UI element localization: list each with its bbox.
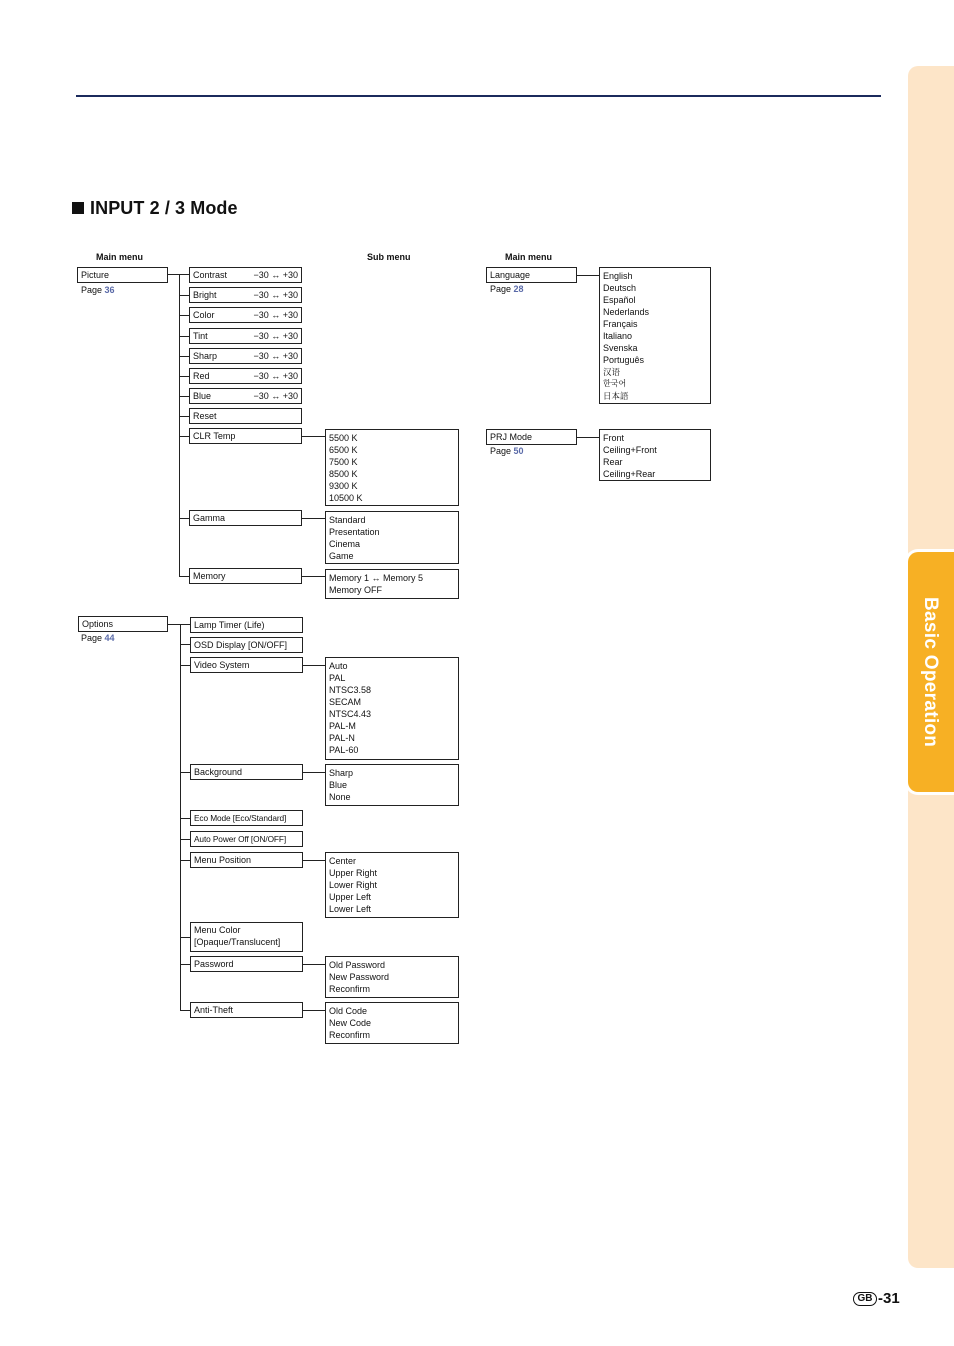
section-title: INPUT 2 / 3 Mode — [72, 198, 238, 219]
connector — [302, 518, 325, 519]
connector — [180, 937, 190, 938]
language-options: English Deutsch Español Nederlands Français Italiano Svenska Português 汉语 한국어 日本語 — [599, 267, 711, 404]
item-sharp: Sharp −30 ↔ +30 — [189, 348, 302, 364]
connector — [179, 376, 189, 377]
connector — [180, 1010, 190, 1011]
menu-prj-mode: PRJ Mode — [486, 429, 577, 445]
connector — [180, 818, 190, 819]
connector — [303, 665, 325, 666]
connector — [180, 644, 190, 645]
item-menu-position: Menu Position — [190, 852, 303, 868]
square-bullet-icon — [72, 202, 84, 214]
connector — [180, 665, 190, 666]
menu-options: Options — [78, 616, 168, 632]
connector — [168, 624, 190, 625]
language-page-ref: Page 28 — [490, 284, 524, 294]
connector — [179, 416, 189, 417]
item-red: Red −30 ↔ +30 — [189, 368, 302, 384]
item-memory: Memory — [189, 568, 302, 584]
item-auto-power-off: Auto Power Off [ON/OFF] — [190, 831, 303, 847]
clr-temp-options: 5500 K 6500 K 7500 K 8500 K 9300 K 10500 K — [325, 429, 459, 506]
connector — [180, 839, 190, 840]
menu-position-options: Center Upper Right Lower Right Upper Left Lower Left — [325, 852, 459, 918]
main-menu-header-left: Main menu — [96, 252, 144, 262]
connector — [303, 964, 325, 965]
connector — [180, 772, 190, 773]
item-bright: Bright −30 ↔ +30 — [189, 287, 302, 303]
connector — [179, 315, 189, 316]
sub-menu-header: Sub menu — [367, 252, 411, 262]
password-options: Old Password New Password Reconfirm — [325, 956, 459, 998]
item-password: Password — [190, 956, 303, 972]
section-tab-label: Basic Operation — [920, 596, 941, 748]
connector — [303, 860, 325, 861]
item-contrast: Contrast −30 ↔ +30 — [189, 267, 302, 283]
connector — [180, 964, 190, 965]
item-background: Background — [190, 764, 303, 780]
item-menu-color: Menu Color [Opaque/Translucent] — [190, 922, 303, 952]
menu-picture: Picture — [77, 267, 168, 283]
connector — [179, 518, 189, 519]
gb-badge: GB — [853, 1292, 877, 1306]
gamma-options: Standard Presentation Cinema Game — [325, 511, 459, 564]
tree-trunk-picture — [179, 274, 180, 577]
menu-language: Language — [486, 267, 577, 283]
connector — [179, 396, 189, 397]
connector — [577, 275, 599, 276]
connector — [179, 436, 189, 437]
item-reset: Reset — [189, 408, 302, 424]
item-video-system: Video System — [190, 657, 303, 673]
item-anti-theft: Anti-Theft — [190, 1002, 303, 1018]
connector — [179, 576, 189, 577]
connector — [577, 437, 599, 438]
item-color: Color −30 ↔ +30 — [189, 307, 302, 323]
picture-page-ref: Page 36 — [81, 285, 115, 295]
item-eco-mode: Eco Mode [Eco/Standard] — [190, 810, 303, 826]
prj-mode-page-ref: Page 50 — [490, 446, 524, 456]
item-tint: Tint −30 ↔ +30 — [189, 328, 302, 344]
connector — [303, 772, 325, 773]
connector — [303, 1010, 325, 1011]
item-lamp-timer: Lamp Timer (Life) — [190, 617, 303, 633]
connector — [179, 356, 189, 357]
options-page-ref: Page 44 — [81, 633, 115, 643]
video-system-options: Auto PAL NTSC3.58 SECAM NTSC4.43 PAL-M PAL-N PAL-60 — [325, 657, 459, 760]
header-rule — [76, 95, 881, 97]
main-menu-header-right: Main menu — [505, 252, 553, 262]
prj-mode-options: Front Ceiling+Front Rear Ceiling+Rear — [599, 429, 711, 481]
page-number: GB -31 — [853, 1290, 900, 1307]
item-osd-display: OSD Display [ON/OFF] — [190, 637, 303, 653]
connector — [179, 295, 189, 296]
background-options: Sharp Blue None — [325, 764, 459, 806]
item-clr-temp: CLR Temp — [189, 428, 302, 444]
connector — [179, 336, 189, 337]
connector — [302, 436, 325, 437]
memory-options: Memory 1 ↔ Memory 5 Memory OFF — [325, 569, 459, 599]
connector — [302, 576, 325, 577]
item-blue: Blue −30 ↔ +30 — [189, 388, 302, 404]
item-gamma: Gamma — [189, 510, 302, 526]
anti-theft-options: Old Code New Code Reconfirm — [325, 1002, 459, 1044]
connector — [180, 860, 190, 861]
